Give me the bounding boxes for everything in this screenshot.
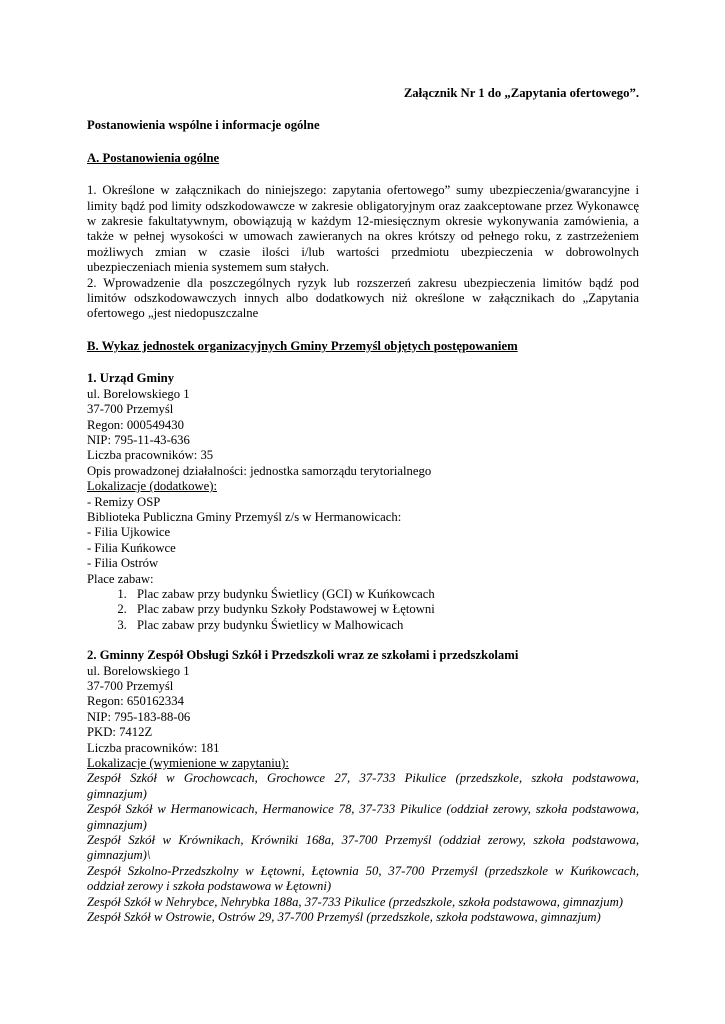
section-a-paragraph-2: 2. Wprowadzenie dla poszczególnych ryzyk lub rozszerzeń zakresu ubezpieczenia limitów bądź pod limitów odszkodowawczych innych albo dodatkowych niż określone w załącznikach do „Zapytania ofertowego „jest niedopuszczalne [87, 275, 639, 321]
section-a-title: A. Postanowienia ogólne [87, 150, 220, 165]
unit-1-library: Biblioteka Publiczna Gminy Przemyśl z/s w Hermanowicach: [87, 509, 402, 524]
school-item: Zespół Szkół w Grochowcach, Grochowce 27, 37-733 Pikulice (przedszkole, szkoła podstawowa, gimnazjum) [87, 771, 639, 801]
unit-1-nip: NIP: 795-11-43-636 [87, 432, 190, 447]
unit-1-filia-1: - Filia Ujkowice [87, 525, 171, 540]
annex-title: Załącznik Nr 1 do „Zapytania ofertowego”. [403, 86, 639, 100]
unit-1 [87, 371, 639, 633]
school-item: Zespół Szkół w Krównikach, Krówniki 168a, 37-700 Przemyśl (oddział zerowy, szkoła podstawowa, gimnazjum)\ [87, 833, 639, 863]
unit-2-city: 37-700 Przemyśl [87, 679, 174, 693]
unit-1-street: ul. Borelowskiego 1 [87, 386, 190, 401]
unit-2-pkd: PKD: 7412Z [87, 725, 153, 740]
section-a-paragraph-1: 1. Określone w załącznikach do niniejszego: zapytania ofertowego” sumy ubezpieczenia/gwarancyjne i limity bądź pod limity odszkodowawcze w zakresie obligatoryjnym oraz zaakceptowane przez Wykonawcę w zakresie fakultatywnym, obowiązują w każdym 12-miesięcznym okresie wykonywania zamówienia, a także w pełnej wysokości w umowach zawieranych na okres krótszy od pełnego roku, z zastrzeżeniem możliwych zmian w czasie ilości i/lub wartości przedmiotu ubezpieczenia w dobrowolnych ubezpieczeniach mienia systemem sum stałych. [87, 183, 639, 275]
school-item: Zespół Szkół w Hermanowicach, Hermanowice 78, 37-733 Pikulice (oddział zerowy, szkoła podstawowa, gimnazjum) [87, 802, 639, 832]
unit-1-playgrounds-label: Place zabaw: [87, 571, 154, 586]
list-item: 1. Plac zabaw przy budynku Świetlicy (GCI) w Kuńkowcach [130, 587, 639, 602]
unit-1-playgrounds-list [87, 587, 639, 633]
unit-1-activity: Opis prowadzonej działalności: jednostka samorządu terytorialnego [87, 463, 432, 478]
unit-2-street: ul. Borelowskiego 1 [87, 663, 190, 678]
unit-1-location-remizy: - Remizy OSP [87, 494, 161, 509]
school-item: Zespół Szkół w Nehrybce, Nehrybka 188a, 37-733 Pikulice (przedszkole, szkoła podstawowa, gimnazjum) [87, 894, 623, 909]
unit-1-city: 37-700 Przemyśl [87, 402, 174, 417]
unit-1-employees: Liczba pracowników: 35 [87, 448, 214, 463]
school-item: Zespół Szkół w Ostrowie, Ostrów 29, 37-700 Przemyśl (przedszkole, szkoła podstawowa, gimnazjum) [87, 910, 601, 925]
unit-2-regon: Regon: 650162334 [87, 694, 184, 709]
unit-1-locations-label: Lokalizacje (dodatkowe): [87, 479, 217, 494]
unit-1-regon: Regon: 000549430 [87, 417, 184, 432]
unit-2-locations-label: Lokalizacje (wymienione w zapytaniu): [87, 756, 289, 771]
section-b-title: B. Wykaz jednostek organizacyjnych Gminy Przemyśl objętych postępowaniem [87, 338, 518, 353]
list-item: 3. Plac zabaw przy budynku Świetlicy w Malhowicach [130, 618, 639, 633]
unit-1-filia-2: - Filia Kuńkowce [87, 540, 176, 555]
document-page [87, 86, 639, 926]
list-item: 2. Plac zabaw przy budynku Szkoły Podstawowej w Łętowni [130, 602, 639, 617]
unit-1-filia-3: - Filia Ostrów [87, 556, 159, 571]
unit-2 [87, 648, 639, 925]
unit-2-nip: NIP: 795-183-88-06 [87, 709, 191, 724]
common-title: Postanowienia wspólne i informacje ogólne [87, 118, 320, 133]
unit-2-employees: Liczba pracowników: 181 [87, 740, 220, 755]
school-item: Zespół Szkolno-Przedszkolny w Łętowni, Łętownia 50, 37-700 Przemyśl (przedszkole w Kuńkowcach, oddział zerowy i szkoła podstawowa w Łętowni) [87, 863, 639, 894]
unit-2-name: 2. Gminny Zespół Obsługi Szkół i Przedszkoli wraz ze szkołami i przedszkolami [87, 648, 519, 663]
unit-1-name: 1. Urząd Gminy [87, 371, 175, 386]
